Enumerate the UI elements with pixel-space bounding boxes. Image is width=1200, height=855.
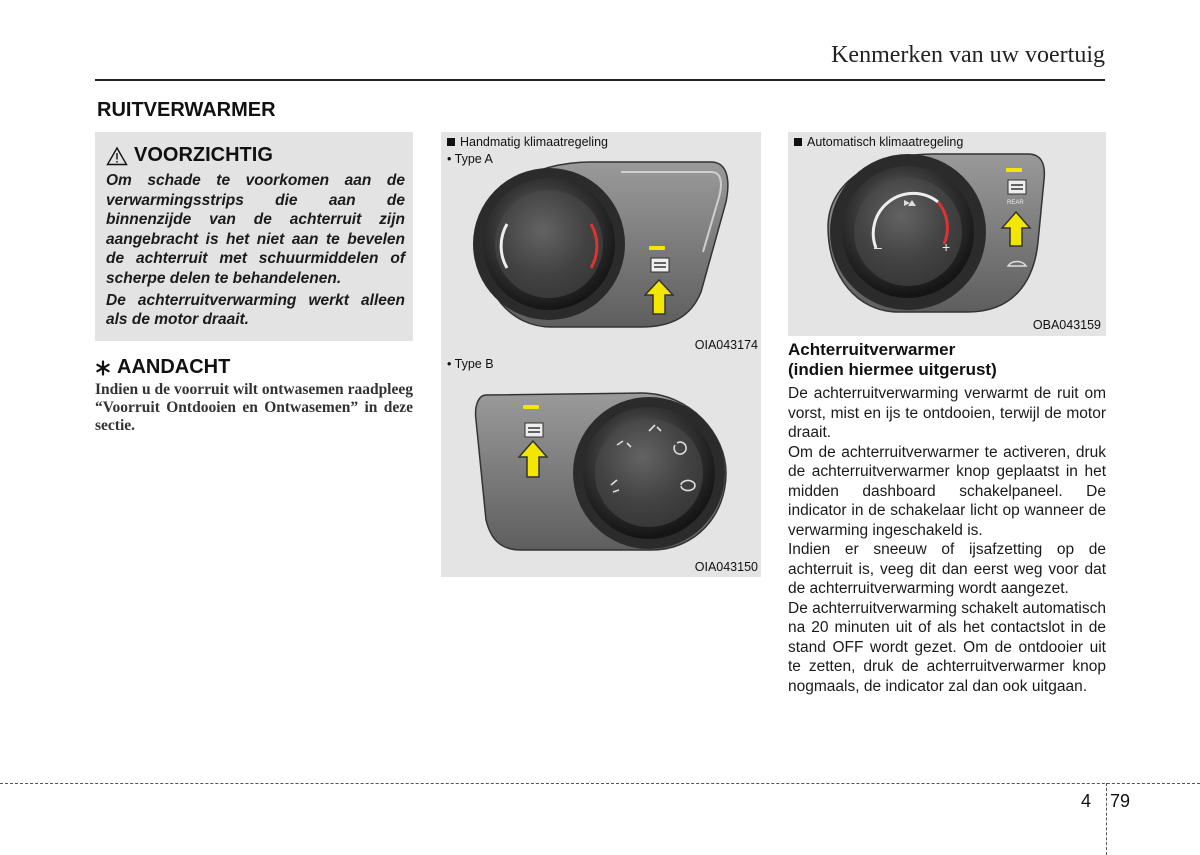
caution-box bbox=[95, 132, 413, 341]
figure-code: OBA043159 bbox=[1032, 318, 1101, 332]
notice-title: AANDACHT bbox=[117, 356, 231, 378]
warning-triangle-icon bbox=[106, 146, 128, 166]
body-text bbox=[788, 384, 1106, 696]
running-header: Kenmerken van uw voertuig bbox=[831, 42, 1105, 68]
page-number: 79 bbox=[1110, 791, 1131, 811]
subheading bbox=[788, 340, 997, 380]
header-rule bbox=[95, 79, 1105, 81]
chapter-number: 4 bbox=[1081, 791, 1092, 811]
notice-block bbox=[95, 356, 413, 435]
notice-text: Indien u de voorruit wilt ontwasemen raadpleeg “Voorruit Ontdooien en Ontwasemen” in deze sectie. bbox=[95, 381, 413, 434]
section-title: RUITVERWARMER bbox=[97, 99, 276, 121]
caution-paragraph: Om schade te voorkomen aan de verwarmingsstrips die aan de binnenzijde van de achterruit zijn aangebracht is het niet aan te bevelen de achterruit met schuurmiddelen of scherpe delen te behandelenen. bbox=[106, 172, 405, 287]
figure-label: Handmatig klimaatregeling bbox=[447, 135, 608, 149]
climate-control-panel-type-b bbox=[441, 355, 761, 577]
subheading-line: (indien hiermee uitgerust) bbox=[788, 360, 997, 379]
figure-code: OIA043150 bbox=[694, 560, 758, 574]
climate-control-panel-type-a bbox=[441, 132, 761, 355]
climate-control-panel-automatic bbox=[788, 132, 1106, 336]
figure-automatic bbox=[788, 132, 1106, 336]
figure-label: Automatisch klimaatregeling bbox=[794, 135, 963, 149]
caution-paragraph: De achterruitverwarming werkt alleen als de motor draait. bbox=[106, 291, 405, 329]
subheading-line: Achterruitverwarmer bbox=[788, 340, 956, 359]
asterisk-icon bbox=[95, 360, 111, 376]
type-a-label: • Type A bbox=[447, 152, 493, 166]
figure-code: OIA043174 bbox=[694, 338, 758, 352]
footer-divider bbox=[0, 783, 1200, 784]
knob-plus-label: + bbox=[942, 239, 951, 255]
body-paragraph: Om de achterruitverwarmer te activeren, druk de achterruitverwarmer knop geplaatst in het midden dashboard schakelpaneel. De indicator in de schakelaar licht op wanneer de verwarming ingeschakeld is. bbox=[788, 443, 1106, 539]
caution-title: VOORZICHTIG bbox=[134, 144, 273, 166]
figure-manual-type-b bbox=[441, 355, 761, 577]
rear-label: REAR bbox=[1007, 200, 1024, 206]
body-paragraph: Indien er sneeuw of ijsafzetting op de achterruit is, veeg dit dan eerst weg voor dat de achterruitverwarming wordt aangezet. bbox=[788, 541, 1106, 597]
caution-heading bbox=[106, 144, 405, 167]
body-paragraph: De achterruitverwarming verwarmt de ruit om vorst, mist en ijs te ontdooien, terwijl de motor draait. bbox=[788, 385, 1106, 441]
type-b-label: • Type B bbox=[447, 357, 494, 371]
footer-vertical-divider bbox=[1106, 783, 1107, 855]
knob-minus-label: – bbox=[874, 239, 882, 255]
body-paragraph: De achterruitverwarming schakelt automatisch na 20 minuten uit of als het contactslot in de stand OFF wordt gezet. Om de ontdooier uit te zetten, druk de achterruitverwarmer knop nogmaals, de indicator zal dan ook uitgaan. bbox=[788, 599, 1106, 695]
figure-manual-type-a bbox=[441, 132, 761, 355]
